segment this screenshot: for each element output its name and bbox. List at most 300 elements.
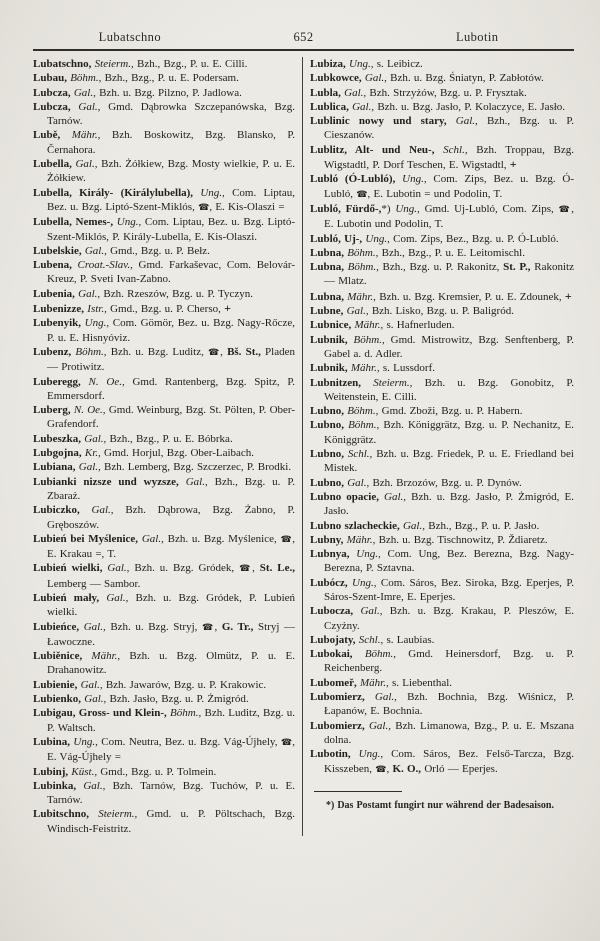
- entry-text: Gal.,: [343, 305, 369, 318]
- entry-text: *): [381, 202, 391, 215]
- entry-text: Lubigau, Gross- und Klein-,: [33, 707, 167, 720]
- entry-text: Gmd. Zboži, Bzg. u. P. Habern.: [378, 405, 523, 418]
- entry-text: Gmd. Uj-Lubló, Com. Zips,: [419, 202, 559, 215]
- entry-text: Ung.,: [113, 216, 142, 229]
- entry: [33, 779, 295, 808]
- entry: [310, 604, 574, 633]
- entry-text: Gal.,: [348, 100, 375, 113]
- entry-text: Bzh. u. Bzg. Gródek,: [129, 562, 240, 575]
- entry-text: Gal.,: [399, 519, 425, 532]
- header-right-keyword: Lubotin: [455, 30, 499, 44]
- entry-text: Bzh. u. Bzg. Kremsier, P. u. E. Zdounek,: [375, 290, 565, 303]
- footnote-rule: [314, 791, 402, 792]
- entry-text: Lubiěnice,: [33, 650, 83, 663]
- entry-text: Gal.,: [99, 591, 129, 604]
- entry-text: Gal.,: [361, 72, 387, 85]
- entry: [33, 157, 295, 186]
- entry: [33, 375, 295, 404]
- entry: [33, 258, 295, 287]
- entry-text: Gmd. Farkaševac, Com. Belovár-Kreuz, P. Sveti Ivan-Zabno.: [47, 259, 295, 286]
- entry-text: Gal.,: [178, 475, 208, 488]
- entry-text: Lubitschno,: [33, 808, 89, 821]
- entry-text: Bzh. Rzeszów, Bzg. u. P. Tyczyn.: [100, 287, 253, 300]
- right-column: [310, 57, 574, 836]
- entry-text: Bzh. Jasło, Bzg. u. P. Żmigród.: [106, 693, 249, 706]
- posthorn-icon: ☎: [375, 764, 387, 775]
- entry-text: Bzh. Lisko, Bzg. u. P. Baligród.: [368, 305, 514, 318]
- entry-text: Schl.,: [343, 448, 373, 461]
- entry: [310, 260, 574, 289]
- entry-text: Lubno opacie,: [310, 490, 379, 503]
- page-number: 652: [293, 30, 314, 44]
- entry: [310, 318, 574, 332]
- entry: [33, 460, 295, 474]
- entry-text: Lubló, Fürdő-,: [310, 202, 382, 215]
- entry-text: Lubomeř,: [310, 676, 357, 689]
- entry-text: Ung.,: [349, 548, 381, 561]
- entry: [310, 57, 574, 71]
- entry-text: Bzh. u. Bzg. Olmütz, P. u. E. Drahanowitz.: [47, 650, 295, 677]
- entry-text: Gal.,: [446, 115, 478, 128]
- entry-text: Steierm.,: [361, 376, 413, 389]
- entry: [33, 706, 295, 735]
- entry: [310, 114, 574, 143]
- entry-text: Lubnya,: [310, 548, 350, 561]
- entry: [33, 57, 295, 71]
- entry-text: Lubokai,: [310, 648, 353, 661]
- entry-text: Bzh., Bzg., P. u. E. Cilli.: [133, 58, 248, 70]
- entry-text: Lubella,: [33, 158, 72, 171]
- entry-text: Rakonitz — Mlatz.: [324, 261, 574, 288]
- entry-text: Ung.,: [390, 202, 420, 215]
- entry-text: Gmd. u. P. Pöltschach, Bzg. Windisch-Feistritz.: [47, 808, 295, 835]
- entry: [33, 86, 295, 100]
- entry-text: Lubnice,: [310, 319, 352, 332]
- entry-text: Lubau,: [33, 72, 67, 85]
- entry: [310, 361, 574, 375]
- entry-text: Bš. St.,: [227, 345, 261, 358]
- posthorn-icon: ☎: [280, 534, 293, 545]
- entry-text: Com. Sáros, Bez. Felső-Tarcza, Bzg. Kisszeben,: [324, 748, 574, 775]
- entry-text: Bzh. u. Bzg. Śniatyn, P. Zabłotów.: [386, 72, 544, 85]
- entry: [33, 735, 295, 765]
- entry-text: Lubnitzen,: [310, 376, 362, 389]
- entry-text: Bzh. u. Bzg. Friedek, P. u. E. Friedland bei Mistek.: [324, 448, 574, 475]
- entry-text: Bzh., Bzg., P. u. E. Bóbrka.: [106, 432, 233, 445]
- entry-text: Lubelskie,: [33, 244, 82, 257]
- entry-text: Com. Zips, Bez. u. Bzg. Ó-Lubló,: [324, 173, 574, 200]
- entry-text: Lubny,: [310, 533, 344, 546]
- entry-text: Istr.,: [84, 303, 107, 316]
- entry-text: Gal.,: [353, 605, 383, 618]
- entry-text: Böhm.,: [352, 648, 396, 661]
- entry-text: K. O.,: [392, 762, 422, 775]
- entry: [33, 345, 295, 375]
- entry-text: Gal.,: [74, 287, 101, 300]
- entry: [33, 446, 295, 460]
- entry-text: Com. Neutra, Bez. u. Bzg. Vág-Újhely,: [97, 735, 281, 748]
- entry-text: Lublinic nowy und stary,: [310, 115, 447, 128]
- entry: [33, 561, 295, 591]
- entry-text: ,: [214, 620, 222, 633]
- entry-text: Lubocza,: [310, 605, 354, 618]
- posthorn-icon: ☎: [198, 202, 210, 213]
- entry-text: Gal.,: [81, 244, 107, 257]
- entry: [33, 301, 295, 316]
- entry-text: Lubień bei Myślenice,: [33, 532, 139, 545]
- entry-text: Küst.,: [68, 765, 98, 778]
- entry: [33, 503, 295, 532]
- entry-text: Böhm.,: [343, 261, 379, 274]
- entry-text: Gmd. Heinersdorf, Bzg. u. P. Reichenberg.: [324, 648, 574, 675]
- entry-text: Gal.,: [79, 620, 106, 633]
- entry-text: Bzh. u. Bzg. Gródek, P. Lubień wielki.: [47, 591, 296, 619]
- entry-text: Ung.,: [350, 748, 384, 761]
- entry-text: Ung.,: [70, 735, 98, 748]
- entry-text: Lubinka,: [33, 779, 77, 792]
- entry-text: Bzh. u. Bzg. Myślenice,: [163, 532, 281, 545]
- entry-text: Steierm.,: [91, 58, 134, 70]
- entry-text: Lemberg — Sambor.: [47, 577, 141, 590]
- entry: [310, 476, 574, 490]
- entry: [310, 490, 574, 519]
- entry: [33, 620, 295, 650]
- entry: [33, 71, 295, 85]
- entry-text: Lubień wielki,: [33, 562, 103, 575]
- entry-text: G. Tr.,: [221, 620, 254, 633]
- entry-text: Bzh. u. Bzg. Krakau, P. Pleszów, E. Czyżny.: [324, 605, 574, 632]
- entry-text: Bzh. Troppau, Bzg. Wigstadtl, P. Dorf Teschen, E. Wigstadtl,: [324, 143, 574, 172]
- entry-text: Lubkowce,: [310, 72, 362, 85]
- entry-text: , E. Vág-Újhely =: [47, 735, 295, 764]
- cross-icon: +: [564, 288, 572, 303]
- entry-text: Lubenyik,: [33, 317, 81, 330]
- entry-text: Lubienko,: [33, 693, 81, 706]
- entry-text: s. Liebenthal.: [388, 676, 453, 689]
- entry-text: Bzh. Bochnia, Bzg. Wiśnicz, P. Łapanów, E. Bochnia.: [324, 691, 575, 718]
- entry-text: s. Laubias.: [383, 633, 435, 646]
- entry: [310, 172, 574, 202]
- entry-text: Gal.,: [138, 532, 164, 545]
- entry-text: Bzh. Luditz, Bzg. u. P. Waltsch.: [47, 707, 295, 734]
- entry-text: Gal.,: [75, 461, 101, 474]
- entry: [33, 765, 295, 779]
- entry: [33, 432, 295, 446]
- entry: [33, 244, 295, 258]
- entry-text: Mähr.,: [60, 129, 101, 142]
- cross-icon: +: [224, 301, 231, 316]
- entry-text: Böhm.,: [66, 72, 102, 85]
- entry-text: Lubló (Ó-Lubló),: [310, 173, 396, 186]
- entry-text: Lubinj,: [33, 765, 69, 778]
- entry-text: Gal.,: [79, 504, 114, 517]
- entry-text: Lubina,: [33, 735, 70, 748]
- entry-text: Bzh. u. Bzg. Pilzno, P. Jadlowa.: [95, 86, 242, 99]
- entry-text: Lublica,: [310, 100, 349, 113]
- entry: [33, 649, 295, 678]
- entry-text: Lubenz,: [33, 345, 72, 358]
- entry-text: Gmd., Bzg. u. P. Cherso,: [106, 303, 225, 316]
- entry: [310, 547, 574, 576]
- entry-text: Bzh., Bzg. u. P. Rakonitz,: [378, 261, 504, 274]
- entry-text: Gal.,: [102, 562, 130, 575]
- entry: [310, 333, 574, 362]
- entry: [33, 128, 295, 157]
- entry: [310, 376, 574, 405]
- entry-text: Pladen — Protiwitz.: [47, 345, 295, 374]
- entry-text: St. Le.,: [259, 562, 296, 575]
- entry: [310, 719, 574, 748]
- entry-text: N. Oe.,: [80, 375, 125, 388]
- entry-text: Lubella, Király- (Királylubella),: [33, 186, 194, 199]
- entry-text: Bzh., Bzg., P. u. E. Podersam.: [101, 72, 239, 85]
- running-header: [33, 30, 574, 47]
- entry-text: Lubnik,: [310, 362, 348, 375]
- entry: [310, 418, 574, 447]
- entry-text: Lublitz, Alt- und Neu-,: [310, 143, 435, 156]
- posthorn-icon: ☎: [356, 189, 368, 200]
- entry-text: Böhm.,: [343, 405, 379, 418]
- entry-text: Lubenizze,: [33, 303, 85, 316]
- entry-text: Luberegg,: [33, 375, 81, 388]
- entry-text: ,: [386, 762, 393, 775]
- entry-text: N. Oe.,: [70, 404, 106, 417]
- entry: [33, 532, 295, 562]
- posthorn-icon: ☎: [558, 204, 572, 215]
- cross-icon: +: [509, 157, 517, 172]
- entry: [310, 690, 574, 719]
- entry-text: Mähr.,: [356, 676, 389, 689]
- entry-text: s. Hafnerluden.: [383, 319, 455, 332]
- entry-text: Bzh. u. Bzg. Jasło, P. Żmigród, E. Jasło.: [324, 490, 574, 518]
- entry-text: Com. Zips, Bez., Bzg. u. P. Ó-Lubló.: [389, 232, 559, 245]
- entry-text: Bzh. Limanowa, Bzg., P. u. E. Mszana dolna.: [324, 719, 574, 746]
- footnote-block: [310, 791, 574, 812]
- entry-text: Bzh. u. Bzg. Stryj,: [105, 620, 202, 633]
- entry-text: Lubla,: [310, 86, 341, 99]
- entry-text: Gal.,: [378, 490, 407, 503]
- entry-text: Schl.,: [355, 633, 384, 646]
- entry: [310, 447, 574, 476]
- entry-text: Bzh. Żółkiew, Bzg. Mosty wielkie, P. u. E. Żółkiew.: [47, 158, 296, 185]
- entry-text: Lubienie,: [33, 678, 78, 691]
- entry-text: Gal.,: [70, 100, 101, 113]
- entry-text: Gmd. Horjul, Bzg. Ober-Laibach.: [100, 447, 255, 460]
- entry-text: Bzh. Strzyżów, Bzg. u. P. Frysztak.: [366, 86, 527, 99]
- entry-text: s. Lussdorf.: [379, 362, 435, 375]
- entry: [33, 287, 295, 301]
- column-divider: [302, 57, 303, 836]
- entry: [33, 692, 295, 706]
- entry-text: Luberg,: [33, 404, 71, 417]
- header-left-keyword: Lubatschno: [98, 30, 161, 44]
- entry: [33, 807, 295, 836]
- entry-text: Com. Sáros, Bez. Siroka, Bzg. Eperjes, P. Sáros-Szent-Imre, E. Eperjes.: [324, 576, 574, 603]
- posthorn-icon: ☎: [208, 347, 221, 358]
- entry: [310, 533, 574, 547]
- entry-text: Schl.,: [434, 143, 468, 156]
- entry: [33, 678, 295, 692]
- entry-text: Lubeszka,: [33, 432, 81, 445]
- entry: [310, 202, 574, 232]
- entry: [310, 676, 574, 690]
- entry-text: Lubgojna,: [33, 447, 82, 460]
- entry-text: Bzh. Dąbrowa, Bzg. Żabno, P. Gręboszów.: [47, 504, 295, 531]
- entry-text: Gal.,: [364, 691, 397, 704]
- entry-text: Ung.,: [345, 58, 374, 70]
- entry-text: Böhm.,: [347, 333, 385, 346]
- entry-text: Lubna,: [310, 246, 344, 259]
- entry-text: Gal.,: [81, 432, 107, 445]
- entry: [310, 304, 574, 318]
- entry-text: Bzh. Brzozów, Bzg. u. P. Dynów.: [369, 476, 522, 489]
- entry-text: , E. Krakau =, T.: [47, 532, 295, 561]
- entry-text: Kr.,: [81, 447, 101, 460]
- entry: [33, 403, 295, 432]
- entry-text: ,: [252, 562, 260, 575]
- entry-text: , E. Lubotin = und Podolin, T.: [367, 187, 503, 200]
- entry-text: Gal.,: [70, 86, 96, 99]
- entry-text: Lubatschno,: [33, 58, 92, 70]
- header-rule: [33, 49, 574, 51]
- entry-text: , E. Kis-Olaszi =: [209, 200, 285, 213]
- entry-text: Böhm.,: [343, 246, 379, 259]
- entry-text: Com. Liptau, Bez. u. Bzg. Liptó-Szent-Miklós,: [47, 186, 295, 213]
- entry-text: Gal.,: [71, 158, 98, 171]
- entry-text: Böhm.,: [166, 707, 202, 720]
- entry-text: Croat.-Slav.,: [71, 259, 133, 272]
- entry-text: Lubnik,: [310, 333, 348, 346]
- entry-text: Mähr.,: [347, 362, 380, 375]
- text-columns: [33, 57, 574, 836]
- entry: [33, 591, 295, 620]
- entry: [310, 86, 574, 100]
- entry-text: ,: [220, 345, 228, 358]
- entry-text: Gal.,: [343, 476, 370, 489]
- entry: [310, 576, 574, 605]
- entry: [33, 215, 295, 244]
- entry-text: Ung.,: [347, 576, 377, 589]
- entry-text: Lubne,: [310, 305, 344, 318]
- entry-text: Mähr.,: [343, 533, 376, 546]
- entry: [33, 100, 295, 129]
- entry-text: Bzh., Bzg., P. u. P. Jasło.: [424, 519, 540, 532]
- entry-text: Steierm.,: [88, 808, 138, 821]
- entry: [310, 71, 574, 85]
- entry: [310, 143, 574, 173]
- entry-text: Lubócz,: [310, 576, 348, 589]
- entry-text: Bzh. Boskowitz, Bzg. Blansko, P. Černahora.: [47, 129, 295, 156]
- entry-text: Gal.,: [340, 86, 367, 99]
- entry-text: Lubomierz,: [310, 719, 365, 732]
- entry-text: Bzh. Tarnów, Bzg. Tuchów, P. u. E. Tarnów.: [47, 779, 295, 807]
- entry-text: Lubiczko,: [33, 504, 80, 517]
- entry-text: Ung.,: [81, 317, 110, 330]
- entry-text: Bzh. u. Bzg. Tischnowitz, P. Ždiaretz.: [375, 533, 548, 546]
- entry-text: Com. Ung, Bez. Berezna, Bzg. Nagy-Berezna, P. Sztavna.: [324, 548, 574, 575]
- entry-text: Bzh. Jawarów, Bzg. u. P. Krakowic.: [102, 678, 267, 691]
- entry-text: Böhm.,: [71, 345, 107, 358]
- entry-text: Bzh. Lemberg, Bzg. Szczerzec, P. Brodki.: [100, 461, 292, 474]
- entry-text: Ung.,: [193, 186, 225, 199]
- entry-text: Bzh., Bzg. u. P. Cieszanów.: [324, 115, 575, 142]
- entry: [310, 519, 574, 533]
- entry: [33, 475, 295, 504]
- entry-text: Lubena,: [33, 259, 72, 272]
- entry-text: Ung.,: [395, 173, 427, 186]
- posthorn-icon: ☎: [201, 622, 215, 633]
- left-column: [33, 57, 295, 836]
- entry-text: Gal.,: [76, 779, 106, 792]
- entry-text: Orló — Eperjes.: [421, 762, 498, 775]
- entry: [310, 100, 574, 114]
- entry-text: Lubno,: [310, 419, 344, 432]
- entry-text: Bzh. u. Bzg. Jasło, P. Kolaczyce, E. Jasło.: [374, 100, 566, 113]
- entry-text: Com. Liptau, Bez. u. Bzg. Liptó-Szent-Miklós, P. Király-Lubella, E. Kis-Olaszi.: [47, 216, 295, 243]
- entry: [33, 316, 295, 345]
- entry-text: Gmd., Bzg. u. P. Bełz.: [106, 244, 210, 257]
- entry-text: Lubna,: [310, 261, 344, 274]
- entry-text: Gmd. Weinburg, Bzg. St. Pölten, P. Ober-Grafendorf.: [47, 404, 295, 431]
- entry-text: Com. Gömör, Bez. u. Bzg. Nagy-Rőcze, P. u. E. Hisnyóviz.: [47, 317, 295, 344]
- entry-text: Bzh., Bzg., P. u. E. Leitomischl.: [378, 246, 525, 259]
- entry-text: Lubella, Nemes-,: [33, 216, 114, 229]
- entry-text: Lubló, Uj-,: [310, 232, 363, 245]
- entry-text: Lubojaty,: [310, 633, 356, 646]
- entry-text: Ung.,: [362, 232, 390, 245]
- entry-text: Bzh. Königgrätz, Bzg. u. P. Nechanitz, E. Königgrätz.: [324, 419, 574, 446]
- entry-text: Gmd. Dąbrowka Szczepanówska, Bzg. Tarnów.: [47, 100, 295, 128]
- entry-text: Lubno,: [310, 448, 344, 461]
- entry-text: Bzh. u. Bzg. Gonobitz, P. Weitenstein, E. Cilli.: [324, 376, 574, 403]
- entry-text: Stryj — Ławoczne.: [47, 620, 295, 648]
- entry-text: Böhm.,: [343, 419, 380, 432]
- entry-text: Lubiana,: [33, 461, 76, 474]
- entry-text: Gal.,: [364, 719, 391, 732]
- entry-text: , E. Lubotin und Podolin, T.: [324, 202, 574, 231]
- entry-text: Lubno,: [310, 405, 344, 418]
- footnote: *) Das Postamt fungirt nur während der Badesaison.: [326, 799, 554, 811]
- entry: [310, 246, 574, 260]
- entry-text: Lubna,: [310, 290, 344, 303]
- posthorn-icon: ☎: [239, 564, 253, 575]
- entry-text: Lubomierz,: [310, 691, 365, 704]
- entry-text: Gmd. Rantenberg, Bzg. Spitz, P. Emmersdorf.: [47, 375, 295, 402]
- entry-text: Gmd., Bzg. u. P. Tolmein.: [97, 765, 217, 778]
- entry-text: s. Leibicz.: [373, 58, 423, 70]
- entry-text: Mähr.,: [82, 650, 121, 663]
- entry-text: Mähr.,: [351, 319, 384, 332]
- entry: [33, 186, 295, 216]
- entry-text: Lubno szlacheckie,: [310, 519, 400, 532]
- entry-text: Lubenia,: [33, 287, 75, 300]
- entry-text: Bzh. u. Bzg. Luditz,: [106, 345, 209, 358]
- entry-text: Mähr.,: [343, 290, 376, 303]
- entry-text: Lubcza,: [33, 86, 71, 99]
- entry-text: Gmd. Mistrowitz, Bzg. Senftenberg, P. Gabel a. d. Adler.: [324, 333, 575, 360]
- entry: [310, 633, 574, 647]
- posthorn-icon: ☎: [280, 737, 293, 748]
- entry-text: Bzh., Bzg. u. P. Zbaraż.: [47, 475, 296, 502]
- entry: [310, 747, 574, 777]
- entry-text: Lubiza,: [310, 58, 346, 70]
- entry-text: Lubień mały,: [33, 591, 100, 604]
- right-column-entries: [310, 57, 574, 777]
- entry-text: Lubianki nizsze und wyzsze,: [33, 475, 179, 488]
- entry-text: Lubotin,: [310, 748, 351, 761]
- entry: [310, 232, 574, 246]
- entry-text: Lubě,: [33, 129, 61, 142]
